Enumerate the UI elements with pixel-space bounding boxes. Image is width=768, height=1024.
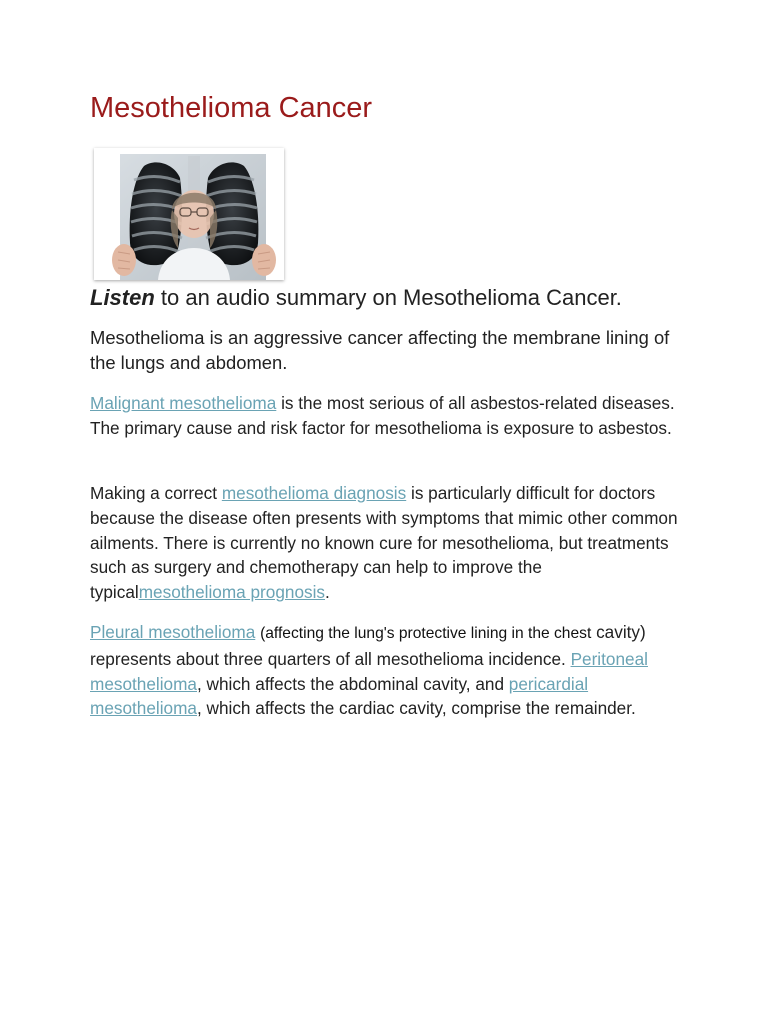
xray-photo (94, 148, 284, 280)
diagnosis-text-middle: is particularly difficult for doctors because the disease often presents with symptoms that mimic other common ailments. There is currently no known cure for mesothelioma, but treatments such as surgery and chemotherapy can help to improve the typical (90, 483, 678, 603)
mesothelioma-prognosis-link[interactable]: mesothelioma prognosis (138, 582, 326, 603)
malignant-mesothelioma-link[interactable]: Malignant mesothelioma (90, 393, 277, 413)
types-text-1: cavity) represents about three quarters of all mesothelioma incidence. (90, 622, 646, 669)
peritoneal-mesothelioma-link[interactable]: Peritoneal mesothelioma (90, 648, 648, 694)
audio-summary-line (90, 284, 622, 312)
audio-summary-text: to an audio summary on Mesothelioma Cancer. (154, 285, 622, 310)
malignant-paragraph-text: is the most serious of all asbestos-related diseases. The primary cause and risk factor for mesothelioma is exposure to asbestos. (90, 393, 675, 438)
pericardial-mesothelioma-link[interactable]: pericardial mesothelioma (90, 673, 589, 719)
types-paragraph (90, 620, 680, 721)
mesothelioma-diagnosis-link[interactable]: mesothelioma diagnosis (221, 483, 407, 503)
intro-paragraph: Mesothelioma is an aggressive cancer affecting the membrane lining of the lungs and abdomen. (90, 327, 670, 373)
diagnosis-text-after: . (325, 582, 330, 603)
pleural-mesothelioma-link[interactable]: Pleural mesothelioma (90, 622, 256, 642)
malignant-paragraph (90, 391, 680, 441)
types-text-2: , which affects the abdominal cavity, and (197, 673, 509, 694)
types-text-3: , which affects the cardiac cavity, comprise the remainder. (197, 698, 636, 719)
xray-illustration (94, 148, 284, 280)
diagnosis-text-before: Making a correct (90, 483, 222, 503)
listen-label: Listen (90, 285, 155, 310)
pleural-description: (affecting the lung's protective lining in the chest (260, 625, 592, 642)
page-title: Mesothelioma Cancer (90, 92, 373, 124)
diagnosis-paragraph (90, 481, 680, 605)
